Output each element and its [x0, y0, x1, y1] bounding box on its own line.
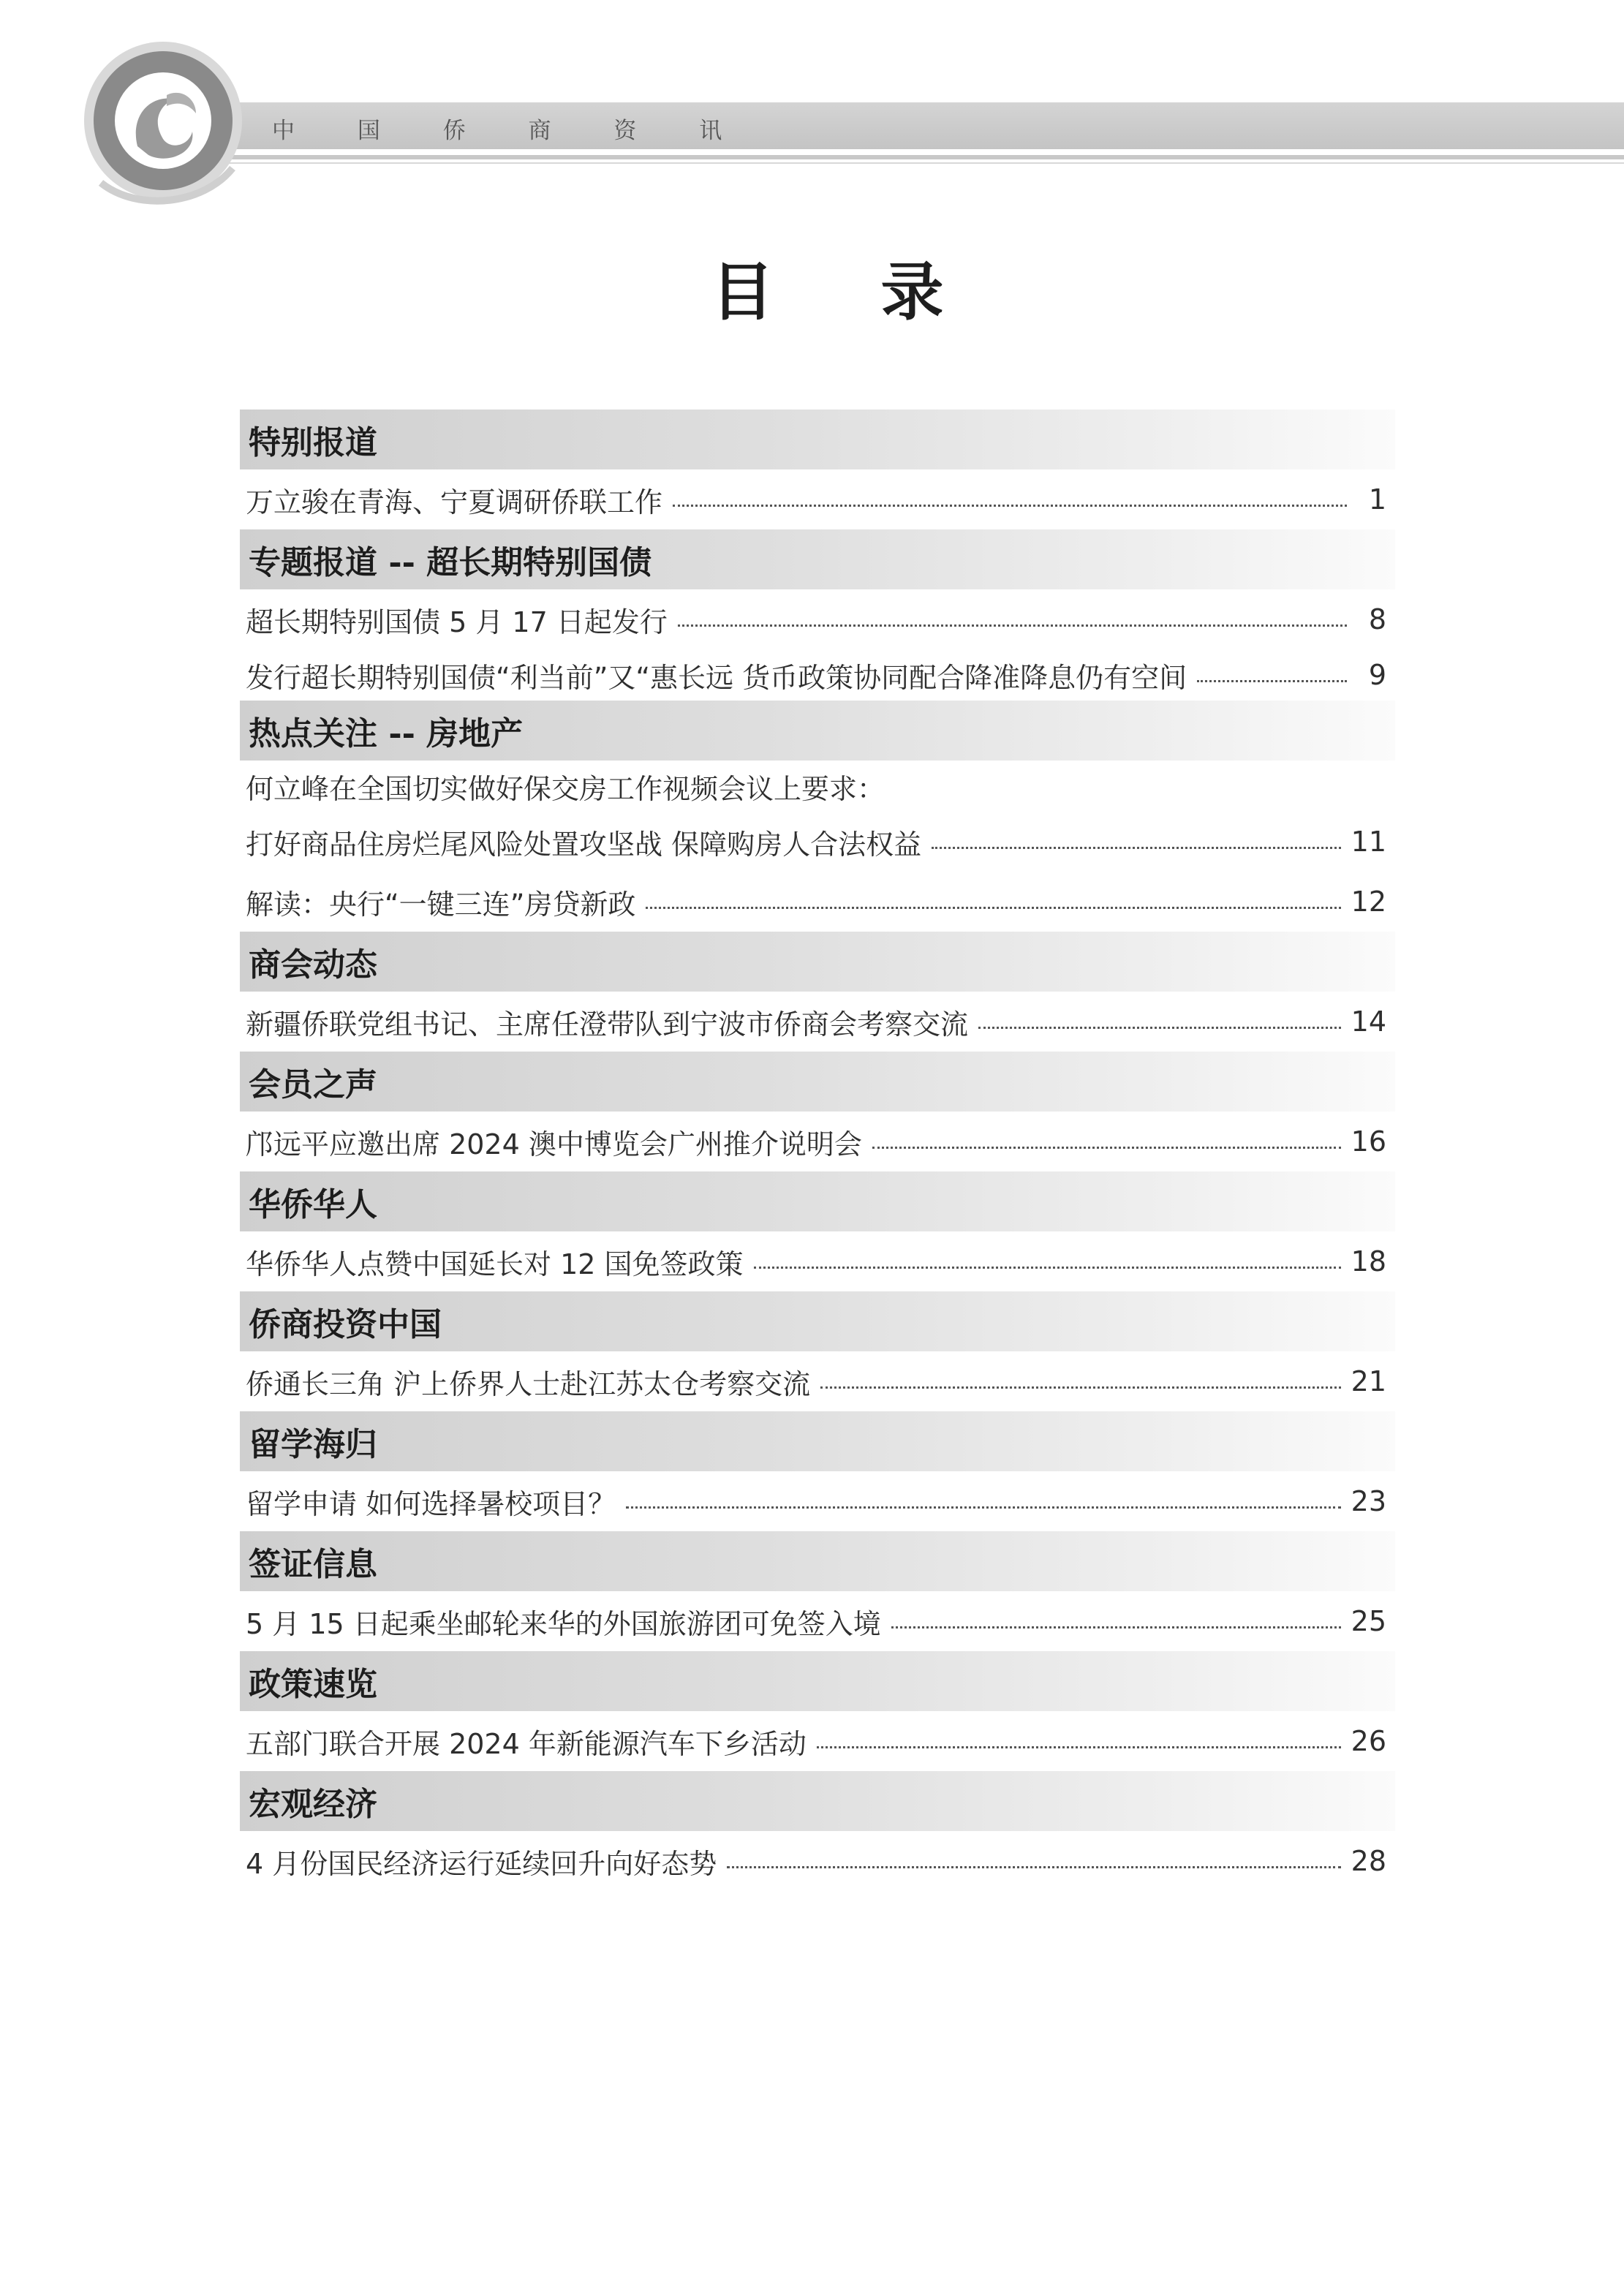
entry-title: 超长期特别国债 5 月 17 日起发行: [246, 605, 668, 638]
entry-page: 28: [1351, 1845, 1386, 1877]
toc-entry[interactable]: [240, 872, 1395, 932]
organization-logo-icon: [79, 37, 247, 205]
entry-page: 14: [1351, 1005, 1386, 1038]
dot-leader: [626, 1506, 1341, 1509]
entry-page: 8: [1368, 603, 1386, 635]
section-heading: 签证信息: [240, 1531, 1395, 1591]
dot-leader: [820, 1386, 1341, 1389]
toc-entry[interactable]: [240, 812, 1395, 872]
toc-entry[interactable]: [240, 469, 1395, 529]
toc-section: [240, 1171, 1395, 1291]
entry-page: 9: [1368, 659, 1386, 691]
entry-page: 16: [1351, 1125, 1386, 1158]
header-divider-thin: [219, 162, 1624, 164]
entry-title: 5 月 15 日起乘坐邮轮来华的外国旅游团可免签入境: [246, 1607, 881, 1640]
section-heading: 留学海归: [240, 1411, 1395, 1471]
entry-page: 11: [1351, 826, 1386, 858]
entry-title: 4 月份国民经济运行延续回升向好态势: [246, 1847, 717, 1880]
toc-entry[interactable]: [240, 761, 1395, 812]
section-heading: 宏观经济: [240, 1771, 1395, 1831]
toc-entry[interactable]: [240, 1112, 1395, 1171]
section-heading: 专题报道 -- 超长期特别国债: [240, 529, 1395, 589]
toc-entry[interactable]: [240, 589, 1395, 649]
toc-section: [240, 529, 1395, 701]
toc-entry[interactable]: [240, 1231, 1395, 1291]
section-heading: 华侨华人: [240, 1171, 1395, 1231]
toc-section: [240, 1771, 1395, 1891]
dot-leader: [817, 1746, 1341, 1748]
page-title: 目 录: [711, 256, 986, 329]
entry-page: 12: [1351, 886, 1386, 918]
entry-title: 侨通长三角 沪上侨界人士赴江苏太仓考察交流: [246, 1367, 811, 1400]
section-heading: 侨商投资中国: [240, 1291, 1395, 1351]
entry-page: 23: [1351, 1485, 1386, 1517]
entry-title: 发行超长期特别国债“利当前”又“惠长远 货币政策协同配合降准降息仍有空间: [246, 661, 1187, 694]
toc-section: [240, 410, 1395, 529]
toc-entry[interactable]: [240, 1711, 1395, 1771]
entry-page: 21: [1351, 1365, 1386, 1397]
entry-page: 25: [1351, 1605, 1386, 1637]
table-of-contents: [240, 410, 1395, 1891]
toc-section: [240, 1052, 1395, 1171]
entry-title: 万立骏在青海、宁夏调研侨联工作: [246, 486, 663, 518]
toc-section: [240, 1531, 1395, 1651]
header-divider: [219, 155, 1624, 159]
section-heading: 会员之声: [240, 1052, 1395, 1112]
toc-section: [240, 1411, 1395, 1531]
entry-title: 华侨华人点赞中国延长对 12 国免签政策: [246, 1248, 744, 1280]
dot-leader: [673, 505, 1347, 507]
toc-section: [240, 1651, 1395, 1771]
entry-title: 五部门联合开展 2024 年新能源汽车下乡活动: [246, 1727, 807, 1760]
toc-entry[interactable]: [240, 1831, 1395, 1891]
dot-leader: [646, 907, 1340, 909]
toc-entry[interactable]: [240, 1351, 1395, 1411]
dot-leader: [1197, 680, 1347, 682]
dot-leader: [978, 1027, 1341, 1029]
entry-title: 打好商品住房烂尾风险处置攻坚战 保障购房人合法权益: [246, 828, 922, 861]
entry-title: 留学申请 如何选择暑校项目？: [246, 1487, 616, 1520]
entry-page: 18: [1351, 1245, 1386, 1277]
toc-section: [240, 1291, 1395, 1411]
entry-title: 新疆侨联党组书记、主席任澄带队到宁波市侨商会考察交流: [246, 1008, 969, 1041]
toc-entry[interactable]: [240, 1591, 1395, 1651]
toc-section: [240, 932, 1395, 1052]
dot-leader: [678, 624, 1347, 627]
entry-title: 何立峰在全国切实做好保交房工作视频会议上要求：: [246, 772, 885, 805]
dot-leader: [727, 1866, 1340, 1868]
header-title: 中 国 侨 商 资 讯: [272, 117, 750, 144]
entry-page: 26: [1351, 1725, 1386, 1757]
dot-leader: [754, 1267, 1341, 1269]
section-heading: 热点关注 -- 房地产: [240, 701, 1395, 761]
toc-section: [240, 701, 1395, 932]
section-heading: 特别报道: [240, 410, 1395, 469]
dot-leader: [872, 1147, 1341, 1149]
entry-title: 解读：央行“一键三连”房贷新政: [246, 888, 636, 921]
entry-title: 邝远平应邀出席 2024 澳中博览会广州推介说明会: [246, 1128, 862, 1160]
dot-leader: [932, 847, 1341, 849]
entry-page: 1: [1368, 483, 1386, 516]
toc-entry[interactable]: [240, 992, 1395, 1052]
section-heading: 商会动态: [240, 932, 1395, 992]
toc-entry[interactable]: [240, 649, 1395, 701]
toc-entry[interactable]: [240, 1471, 1395, 1531]
dot-leader: [891, 1626, 1341, 1628]
section-heading: 政策速览: [240, 1651, 1395, 1711]
